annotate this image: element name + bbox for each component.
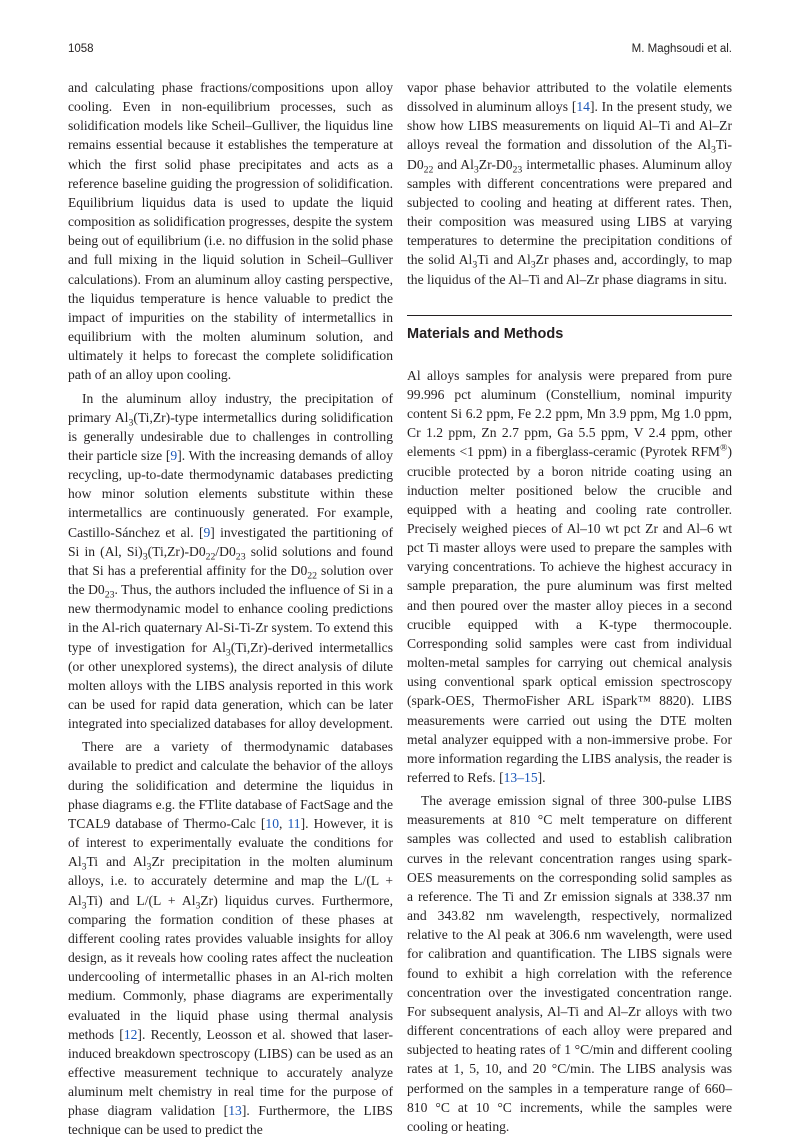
subscript: 3: [146, 861, 152, 873]
text-run: In the aluminum alloy industry, the precipitation of primary Al: [68, 390, 393, 425]
text-run: ,: [279, 815, 288, 831]
paragraph-thermodynamic-databases: [68, 737, 393, 1139]
text-run: Zr) liquidus curves. Furthermore, comparing the formation condition of these phases at different cooling rates provides valuable insights for alloy design, as it reveals how cooling rates affect the nucleation undercooling of intermetallic phases in an Al-rich molten medium. Commonly, phase diagrams are experimentally evaluated in the liquid phase using thermal analysis methods [: [68, 892, 393, 1042]
citation-link-9[interactable]: 9: [170, 447, 178, 463]
page-number: 1058: [68, 43, 94, 55]
text-run: Ti-D0: [407, 137, 732, 172]
text-run: ] investigated the partitioning of Si in (Al, Si): [68, 524, 393, 559]
text-run: ]. However, it is of interest to experimentally evaluate the conditions for Al: [68, 815, 393, 870]
paragraph-text: and calculating phase fractions/compositions upon alloy cooling. Even in non-equilibrium processes, such as solidification models like Scheil–Gulliver, the liquidus line remains essential because it establishes the temperature at which the first solid phase precipitates and acts as a reference baseline guiding the progression of solidification. Equilibrium liquidus data is used to update the liquid composition as solidification progresses, despite the system being out of equilibrium (i.e. no diffusion in the solid phase and full mixing in the liquid solution in Scheil–Gulliver calculations). From an aluminum alloy casting perspective, the liquidus temperature is hence valuable to predict the impact of impurities on the stability of intermetallics in equilibrium with the molten aluminum solution, and ultimately it helps to forecast the complete solidification path of an alloy upon cooling.: [68, 80, 393, 383]
citation-link-10[interactable]: 10: [265, 815, 280, 831]
subscript: 3: [473, 164, 479, 176]
text-run: There are a variety of thermodynamic databases available to predict and calculate the behavior of the alloys during the solidification and determine the liquidus in phase diagrams e.g. the FTlite database of FactSage and the TCAL9 database of Thermo-Calc [: [68, 739, 394, 831]
citation-link-13-15[interactable]: 13–15: [503, 770, 538, 785]
subscript: 3: [195, 900, 201, 912]
paragraph-intermetallics: [68, 389, 393, 734]
text-run: vapor phase behavior attributed to the volatile elements dissolved in aluminum alloys [: [407, 80, 732, 115]
citation-link-11[interactable]: 11: [287, 815, 301, 831]
text-run: solid solutions and found that Si has a preferential affinity for the D0: [68, 543, 393, 578]
text-run: and Al: [433, 156, 474, 172]
subscript: 3: [225, 647, 231, 659]
text-run: solution over the D0: [68, 562, 393, 598]
text-run: (Ti,Zr)-type intermetallics during solidification is generally undesirable due to challenges in controlling their particle size [: [68, 409, 394, 463]
section-heading-materials-methods: Materials and Methods: [407, 325, 564, 342]
paragraph-text: The average emission signal of three 300-pulse LIBS measurements at 810 °C melt temperature on different samples was collected and used to establish calibration curves in the relevant concentration ranges using spark-OES measurements on the corresponding solid samples as a reference. The Ti and Zr emission signals at 338.37 nm and 343.82 nm wavelength, respectively, normalized relative to the Al peak at 306.6 nm wavelength, were used for calibration and quantification. The LIBS signals were found to exhibit a high correlation with the reference concentration over the investigated concentration range. For subsequent analysis, Al–Ti and Al–Zr alloys with two different concentrations of each alloy were prepared and subjected to heating rates of 1 °C/min and different cooling rates at 1, 5, 10, and 20 °C/min. The LIBS analysis was performed on the samples in a temperature range of 660–810 °C at 10 °C increments, while the samples were cooling or heating.: [407, 793, 732, 1134]
left-column: [68, 78, 393, 1140]
text-run: Ti and Al: [86, 854, 147, 870]
section-divider: [407, 315, 732, 316]
text-run: /D0: [215, 543, 236, 559]
text-run: ]. In the present study, we show how LIBS measurements on liquid Al–Ti and Al–Zr alloys reveal the formation and dissolution of the Al: [407, 99, 732, 153]
subscript: 3: [81, 900, 87, 912]
text-run: ]. With the increasing demands of alloy recycling, up-to-date thermodynamic databases predicting how minor solution elements substitute within these intermetallics are continuously generated. For example, Castillo-Sánchez et al. [: [68, 447, 393, 540]
text-run: intermetallic phases. Aluminum alloy samples with different concentrations were prepared and subjected to cooling and heating at different rates. Then, their composition was measured using LIBS at varying temperatures to determine the precipitation conditions of the solid Al: [407, 156, 732, 268]
text-run: Zr phases and, accordingly, to map the liquidus of the Al–Ti and Al–Zr phase diagrams in situ.: [407, 252, 733, 287]
text-run: ]. Furthermore, the LIBS technique can be used to predict the: [68, 1103, 393, 1138]
subscript: 3: [142, 551, 148, 563]
right-column: [407, 78, 732, 1136]
subscript: 22: [307, 570, 318, 582]
text-run: ]. Recently, Leosson et al. showed that laser-induced breakdown spectroscopy (LIBS) can be used as an effective measurement technique to accurately analyze aluminum melt chemistry in real time for the purpose of phase diagram validation [: [68, 1026, 393, 1119]
text-run: ].: [537, 770, 546, 785]
subscript: 22: [423, 164, 434, 176]
text-run: Zr-D0: [478, 156, 513, 172]
subscript: 22: [205, 551, 216, 563]
paragraph-present-study: [407, 78, 732, 289]
registered-mark: ®: [720, 442, 728, 454]
subscript: 3: [710, 145, 716, 157]
text-run: Zr precipitation in the molten aluminum alloys, i.e. to accurately determine and map the L/(L + Al: [68, 854, 393, 908]
running-header: [68, 43, 732, 59]
citation-link-9[interactable]: 9: [203, 524, 211, 540]
text-run: ) crucible protected by a boron nitride coating using an induction melter positioned below the crucible and equipped with a heating and cooling rate controller. Precisely weighed pieces of Al–10 wt pct Zr and Al–6 wt pct Ti master alloys were used to prepare the samples with varying concentrations. To achieve the highest accuracy in sample preparation, the pure aluminum was first melted and then poured over the master alloy pieces in a second crucible equipped with a K-type thermocouple. Corresponding solid samples were cast from individual molten-metal samples for carrying out chemical analysis using conventional spark optical emission spectroscopy (spark-OES, ThermoFisher ARL iSpark™ 8820). LIBS measurements were carried out using the DTE molten metal analyzer equipped with a non-immersive probe. For more information regarding the LIBS analysis, the reader is referred to Refs. [: [407, 444, 732, 785]
text-run: (Ti,Zr)-D0: [147, 543, 206, 559]
subscript: 3: [128, 417, 134, 429]
text-run: (Ti,Zr)-derived intermetallics (or other unexplored systems), the direct analysis of dilute molten alloys with the LIBS analysis reported in this work can be used for rapid data generation, which can be later integrated into specialized databases for alloy development.: [68, 639, 393, 732]
subscript: 3: [81, 861, 87, 873]
subscript: 3: [472, 260, 478, 272]
text-run: Ti and Al: [477, 252, 531, 268]
text-run: Ti) and L/(L + Al: [86, 892, 196, 908]
citation-link-13[interactable]: 13: [228, 1103, 242, 1119]
text-run: . Thus, the authors included the influence of Si in a new thermodynamic model to enhance cooling predictions in the Al-rich quaternary Al-Si-Ti-Zr system. To extend this type of investigation for Al: [68, 582, 393, 655]
text-run: Al alloys samples for analysis were prepared from pure 99.996 pct aluminum (Constellium, nominal impurity content Si 6.2 ppm, Fe 2.2 ppm, Mn 3.9 ppm, Mg 1.0 ppm, Cr 1.2 ppm, Zn 2.7 ppm, Ga 5.5 ppm, V 2.4 ppm, other elements <1 ppm) in a fiberglass-ceramic (Pyrotek RFM: [407, 367, 732, 460]
citation-link-14[interactable]: 14: [576, 99, 590, 115]
paragraph-sample-preparation: [407, 366, 732, 787]
subscript: 23: [512, 164, 523, 176]
subscript: 3: [530, 260, 536, 272]
paragraph-liquidus-continuation: [68, 78, 393, 385]
citation-link-12[interactable]: 12: [123, 1026, 138, 1042]
running-head-authors: M. Maghsoudi et al.: [631, 43, 732, 55]
subscript: 23: [104, 589, 115, 601]
subscript: 23: [235, 551, 246, 563]
paragraph-libs-calibration: [407, 791, 732, 1136]
